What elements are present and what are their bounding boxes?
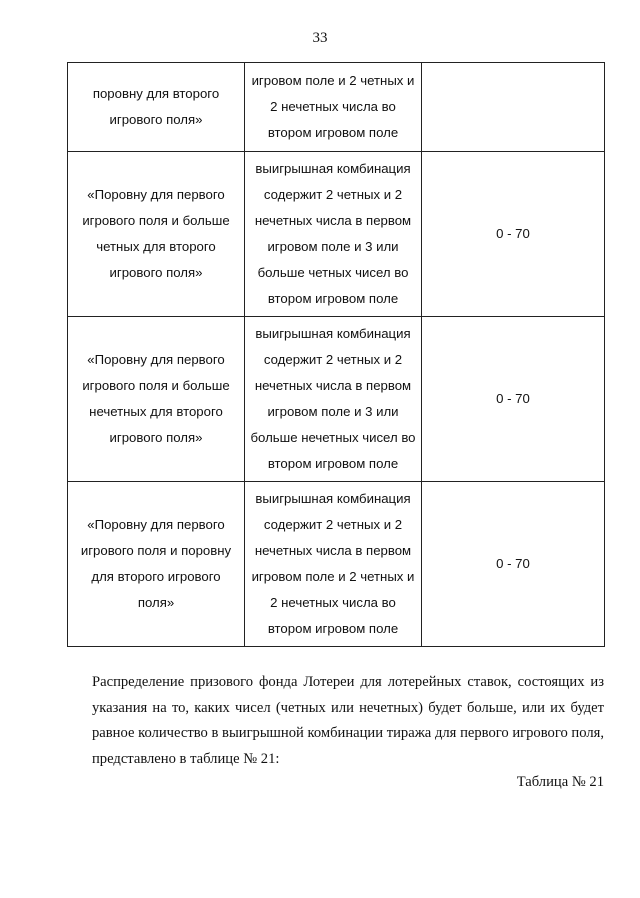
description-cell: выигрышная комбинация содержит 2 четных и 2 нечетных числа в первом игровом поле и 3 или больше нечетных чисел во втором игровом поле — [245, 317, 422, 482]
description-cell: выигрышная комбинация содержит 2 четных и 2 нечетных числа в первом игровом поле и 2 четных и 2 нечетных числа во втором игровом поле — [245, 482, 422, 647]
page-number: 33 — [312, 30, 328, 46]
share-cell: 0 - 70 — [422, 482, 605, 647]
table-row — [68, 63, 605, 152]
description-cell: выигрышная комбинация содержит 2 четных и 2 нечетных числа в первом игровом поле и 3 или больше четных чисел во втором игровом поле — [245, 152, 422, 317]
description-cell: игровом поле и 2 четных и 2 нечетных числа во втором игровом поле — [245, 63, 422, 152]
table-caption: Таблица № 21 — [516, 774, 604, 790]
body-paragraph: Распределение призового фонда Лотереи для лотерейных ставок, состоящих из указания на то, каких чисел (четных или нечетных) будет больше, или их будет равное количество в выигрышной комбинации тиража для первого игрового поля, представлено в таблице № 21: — [92, 674, 604, 767]
condition-cell: «Поровну для первого игрового поля и больше нечетных для второго игрового поля» — [68, 317, 245, 482]
condition-cell: поровну для второго игрового поля» — [68, 63, 245, 152]
condition-cell: «Поровну для первого игрового поля и больше четных для второго игрового поля» — [68, 152, 245, 317]
prize-distribution-table — [67, 62, 605, 647]
share-cell: 0 - 70 — [422, 152, 605, 317]
share-cell: 0 - 70 — [422, 317, 605, 482]
table-row — [68, 482, 605, 647]
table-row — [68, 152, 605, 317]
share-cell — [422, 63, 605, 152]
condition-cell: «Поровну для первого игрового поля и поровну для второго игрового поля» — [68, 482, 245, 647]
table-row — [68, 317, 605, 482]
